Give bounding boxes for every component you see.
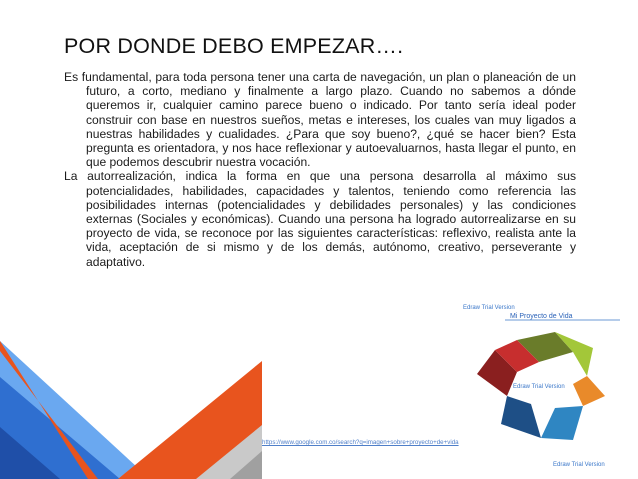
segment-orange: [573, 376, 605, 406]
source-link[interactable]: https://www.google.com.co/search?q=imagen+sobre+proyecto+de+vida: [262, 439, 459, 446]
diagram-heading: Mi Proyecto de Vida: [510, 313, 573, 320]
orange-stripe: [0, 341, 98, 479]
paragraph-vocation: Es fundamental, para toda persona tener una carta de navegación, un plan o planeación de un futuro, a corto, mediano y finalmente a largo plazo. Cuando no sabemos a dónde queremos ir, cualquier camino parece bueno o indicado. Por tanto sería ideal poder construir con base en nuestros sueños, metas e intereses, los cuales van muy ligados a nuestras habilidades y cualidades. ¿Para que soy bueno?, ¿qué se hacer bien? Esta pregunta es orientadora, y nos hace reflexionar y autoevaluarnos, hasta llegar el punto, en que podemos descubrir nuestra vocación.: [64, 70, 576, 170]
slide-body: [64, 70, 576, 269]
slide-title: POR DONDE DEBO EMPEZAR….: [64, 34, 404, 58]
blue-triangle: [0, 377, 120, 479]
diagram-watermark-mid: Edraw Trial Version: [513, 384, 565, 390]
paragraph-self-realization: La autorrealización, indica la forma en que una persona desarrolla al máximo sus potencialidades, habilidades, capacidades y talentos, teniendo como referencia las posibilidades internas (potencialidades y debilidades personales) y las condiciones externas (Sociales y económicas). Cuando una persona ha logrado autorrealizarse en su proyecto de vida, se reconoce por las siguientes características: reflexivo, realista ante la vida, aceptación de si mismo y de los demás, autónomo, creativo, perseverante y adaptativo.: [64, 169, 576, 269]
diagram-watermark-top: Edraw Trial Version: [463, 305, 515, 311]
segment-navy: [501, 396, 541, 438]
segment-blue: [541, 406, 583, 440]
diagram-watermark-bottom: Edraw Trial Version: [553, 462, 605, 468]
life-project-diagram: [455, 300, 630, 470]
gray-triangle: [196, 425, 262, 479]
dark-gray-triangle: [230, 451, 262, 479]
light-blue-triangle: [0, 341, 150, 479]
dark-blue-triangle: [0, 427, 60, 479]
orange-triangle: [118, 361, 262, 479]
